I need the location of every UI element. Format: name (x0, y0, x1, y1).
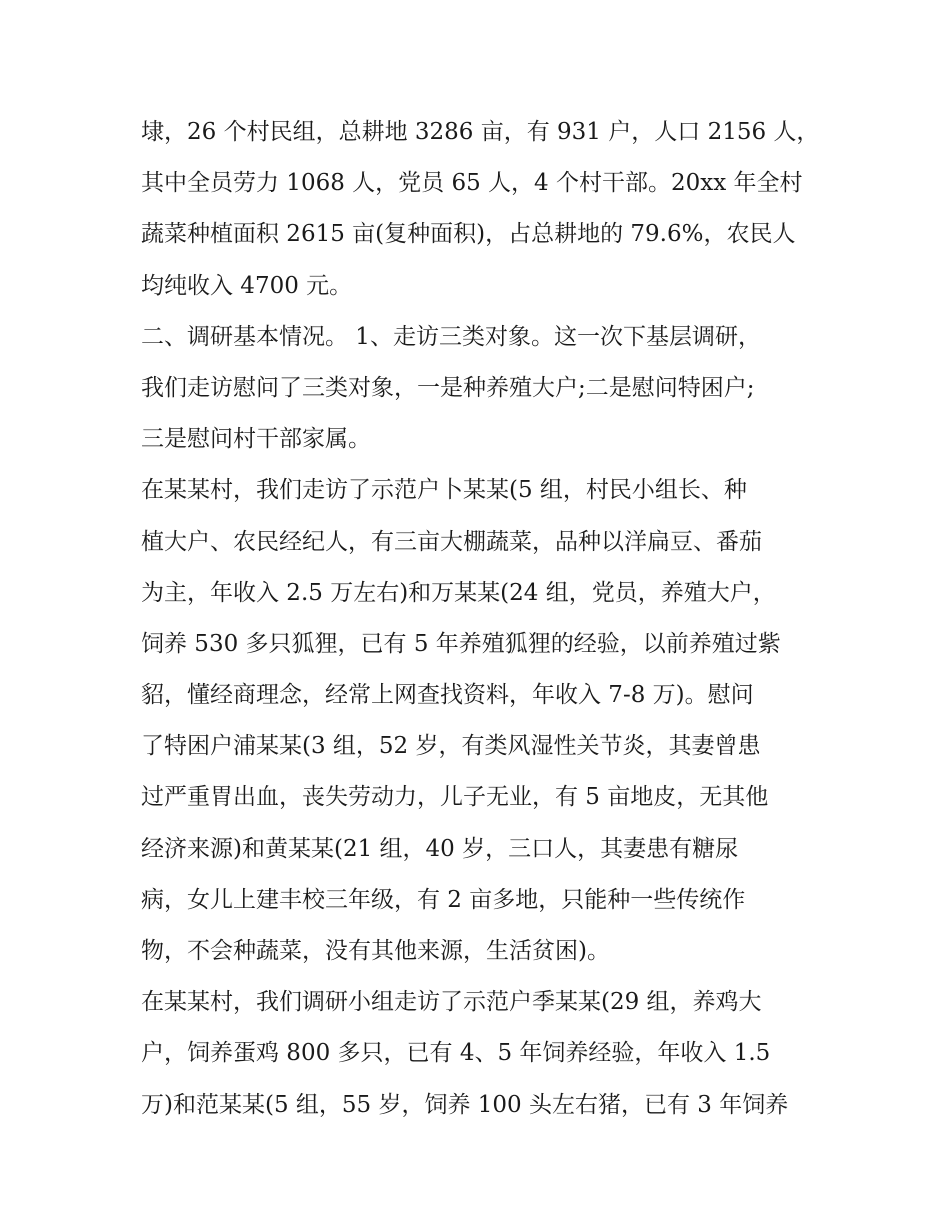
text-line: 我们走访慰问了三类对象，一是种养殖大户;二是慰问特困户; (141, 374, 755, 401)
text-line: 均纯收入 4700 元。 (141, 272, 353, 299)
text-line: 埭，26 个村民组，总耕地 3286 亩，有 931 户，人口 2156 人， (141, 119, 820, 145)
text-line: 饲养 530 多只狐狸，已有 5 年养殖狐狸的经验，以前养殖过紫 (141, 630, 781, 657)
document-body (141, 107, 831, 1131)
text-line: 植大户、农民经纪人，有三亩大棚蔬菜，品种以洋扁豆、番茄 (141, 528, 762, 555)
text-line: 万)和范某某(5 组，55 岁，饲养 100 头左右猪，已有 3 年饲养 (141, 1091, 789, 1118)
text-line: 蔬菜种植面积 2615 亩(复种面积)，占总耕地的 79.6%，农民人 (141, 221, 796, 248)
text-line: 经济来源)和黄某某(21 组，40 岁，三口人，其妻患有糖尿 (141, 835, 739, 862)
text-line: 物，不会种蔬菜，没有其他来源，生活贫困)。 (141, 938, 610, 964)
text-line: 其中全员劳力 1068 人，党员 65 人，4 个村干部。20xx 年全村 (141, 170, 803, 197)
text-line: 户，饲养蛋鸡 800 多只，已有 4、5 年饲养经验，年收入 1.5 (141, 1040, 771, 1067)
text-line: 在某某村，我们走访了示范户卜某某(5 组，村民小组长、种 (141, 477, 747, 504)
text-line: 病，女儿上建丰校三年级，有 2 亩多地，只能种一些传统作 (141, 886, 746, 913)
text-line: 貂，懂经商理念，经常上网查找资料，年收入 7-8 万)。慰问 (141, 682, 754, 709)
text-line: 二、调研基本情况。 1、走访三类对象。这一次下基层调研， (141, 323, 761, 350)
text-line: 在某某村，我们调研小组走访了示范户季某某(29 组，养鸡大 (141, 989, 762, 1016)
text-line: 三是慰问村干部家属。 (141, 426, 371, 453)
text-line: 为主，年收入 2.5 万左右)和万某某(24 组，党员，养殖大户， (141, 579, 776, 606)
text-line: 过严重胃出血，丧失劳动力，儿子无业，有 5 亩地皮，无其他 (141, 784, 769, 811)
text-line: 了特困户浦某某(3 组，52 岁，有类风湿性关节炎，其妻曾患 (141, 733, 761, 760)
